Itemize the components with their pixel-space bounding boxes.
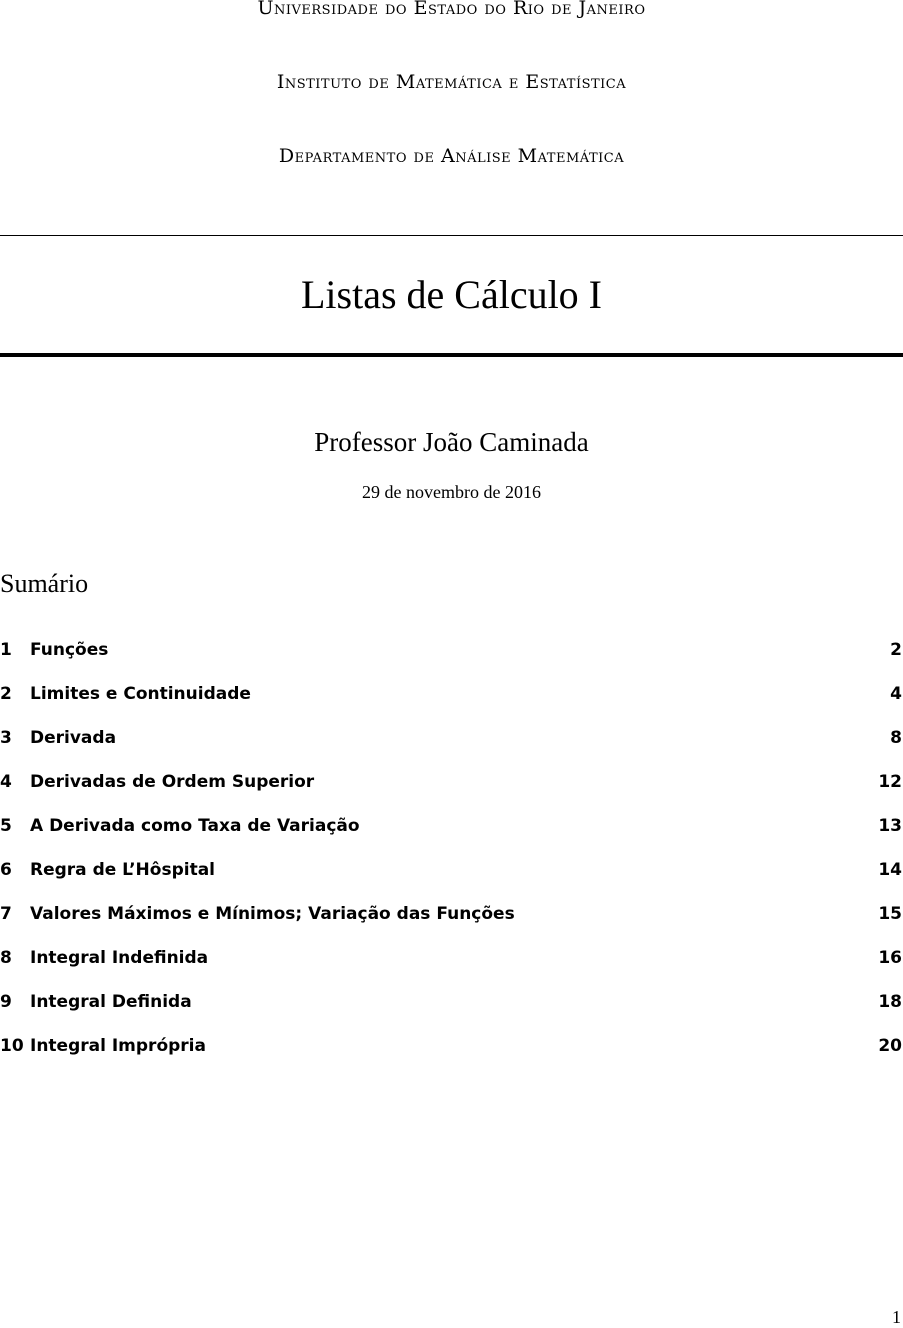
toc-entry-page[interactable]: 2 bbox=[890, 640, 902, 660]
toc-entry[interactable] bbox=[0, 770, 903, 814]
toc-entry-page[interactable]: 14 bbox=[878, 860, 902, 880]
table-of-contents bbox=[0, 638, 903, 1078]
toc-entry-page[interactable]: 15 bbox=[878, 904, 902, 924]
toc-entry-title[interactable]: A Derivada como Taxa de Variação bbox=[30, 816, 360, 836]
toc-entry-number: 7 bbox=[0, 904, 12, 924]
toc-entry-title[interactable]: Limites e Continuidade bbox=[30, 684, 251, 704]
toc-entry-title[interactable]: Valores Máximos e Mínimos; Variação das Funções bbox=[30, 904, 515, 924]
toc-entry-number: 5 bbox=[0, 816, 12, 836]
toc-entry-page[interactable]: 13 bbox=[878, 816, 902, 836]
toc-entry-title[interactable]: Integral Imprópria bbox=[30, 1036, 206, 1056]
toc-entry-number: 4 bbox=[0, 772, 12, 792]
author: Professor João Caminada bbox=[314, 427, 589, 457]
toc-entry-title[interactable]: Regra de L’Hôspital bbox=[30, 860, 216, 880]
title-bottom-rule bbox=[0, 353, 903, 357]
page-number: 1 bbox=[892, 1307, 901, 1327]
toc-entry[interactable] bbox=[0, 638, 903, 682]
toc-entry-page[interactable]: 8 bbox=[890, 728, 902, 748]
toc-entry-page[interactable]: 20 bbox=[878, 1036, 902, 1056]
toc-entry-number: 6 bbox=[0, 860, 12, 880]
toc-entry-title[interactable]: Integral Indefinida bbox=[30, 948, 209, 968]
toc-entry-title[interactable]: Funções bbox=[30, 640, 109, 660]
toc-entry-number: 2 bbox=[0, 684, 12, 704]
toc-entry-page[interactable]: 18 bbox=[878, 992, 902, 1012]
toc-entry[interactable] bbox=[0, 1034, 903, 1078]
toc-entry[interactable] bbox=[0, 902, 903, 946]
toc-entry-title[interactable]: Derivada bbox=[30, 728, 117, 748]
toc-entry[interactable] bbox=[0, 946, 903, 990]
university-name: Universidade do Estado do Rio de Janeiro bbox=[257, 0, 646, 19]
toc-entry-number: 1 bbox=[0, 640, 12, 660]
date: 29 de novembro de 2016 bbox=[362, 482, 541, 502]
toc-entry-number: 3 bbox=[0, 728, 12, 748]
toc-entry-page[interactable]: 4 bbox=[890, 684, 902, 704]
toc-entry-page[interactable]: 12 bbox=[878, 772, 902, 792]
title-top-rule bbox=[0, 235, 903, 236]
toc-entry-title[interactable]: Integral Definida bbox=[30, 992, 192, 1012]
toc-entry-title[interactable]: Derivadas de Ordem Superior bbox=[30, 772, 315, 792]
institute-name: Instituto de Matemática e Estatística bbox=[276, 71, 627, 93]
toc-entry[interactable] bbox=[0, 814, 903, 858]
toc-entry[interactable] bbox=[0, 682, 903, 726]
toc-entry[interactable] bbox=[0, 726, 903, 770]
toc-entry-number: 9 bbox=[0, 992, 12, 1012]
toc-entry-number: 10 bbox=[0, 1036, 24, 1056]
toc-entry[interactable] bbox=[0, 990, 903, 1034]
toc-heading: Sumário bbox=[0, 569, 89, 598]
toc-entry-number: 8 bbox=[0, 948, 12, 968]
toc-entry-page[interactable]: 16 bbox=[878, 948, 902, 968]
document-title: Listas de Cálculo I bbox=[300, 272, 603, 317]
department-name: Departamento de Análise Matemática bbox=[278, 145, 625, 167]
toc-entry[interactable] bbox=[0, 858, 903, 902]
